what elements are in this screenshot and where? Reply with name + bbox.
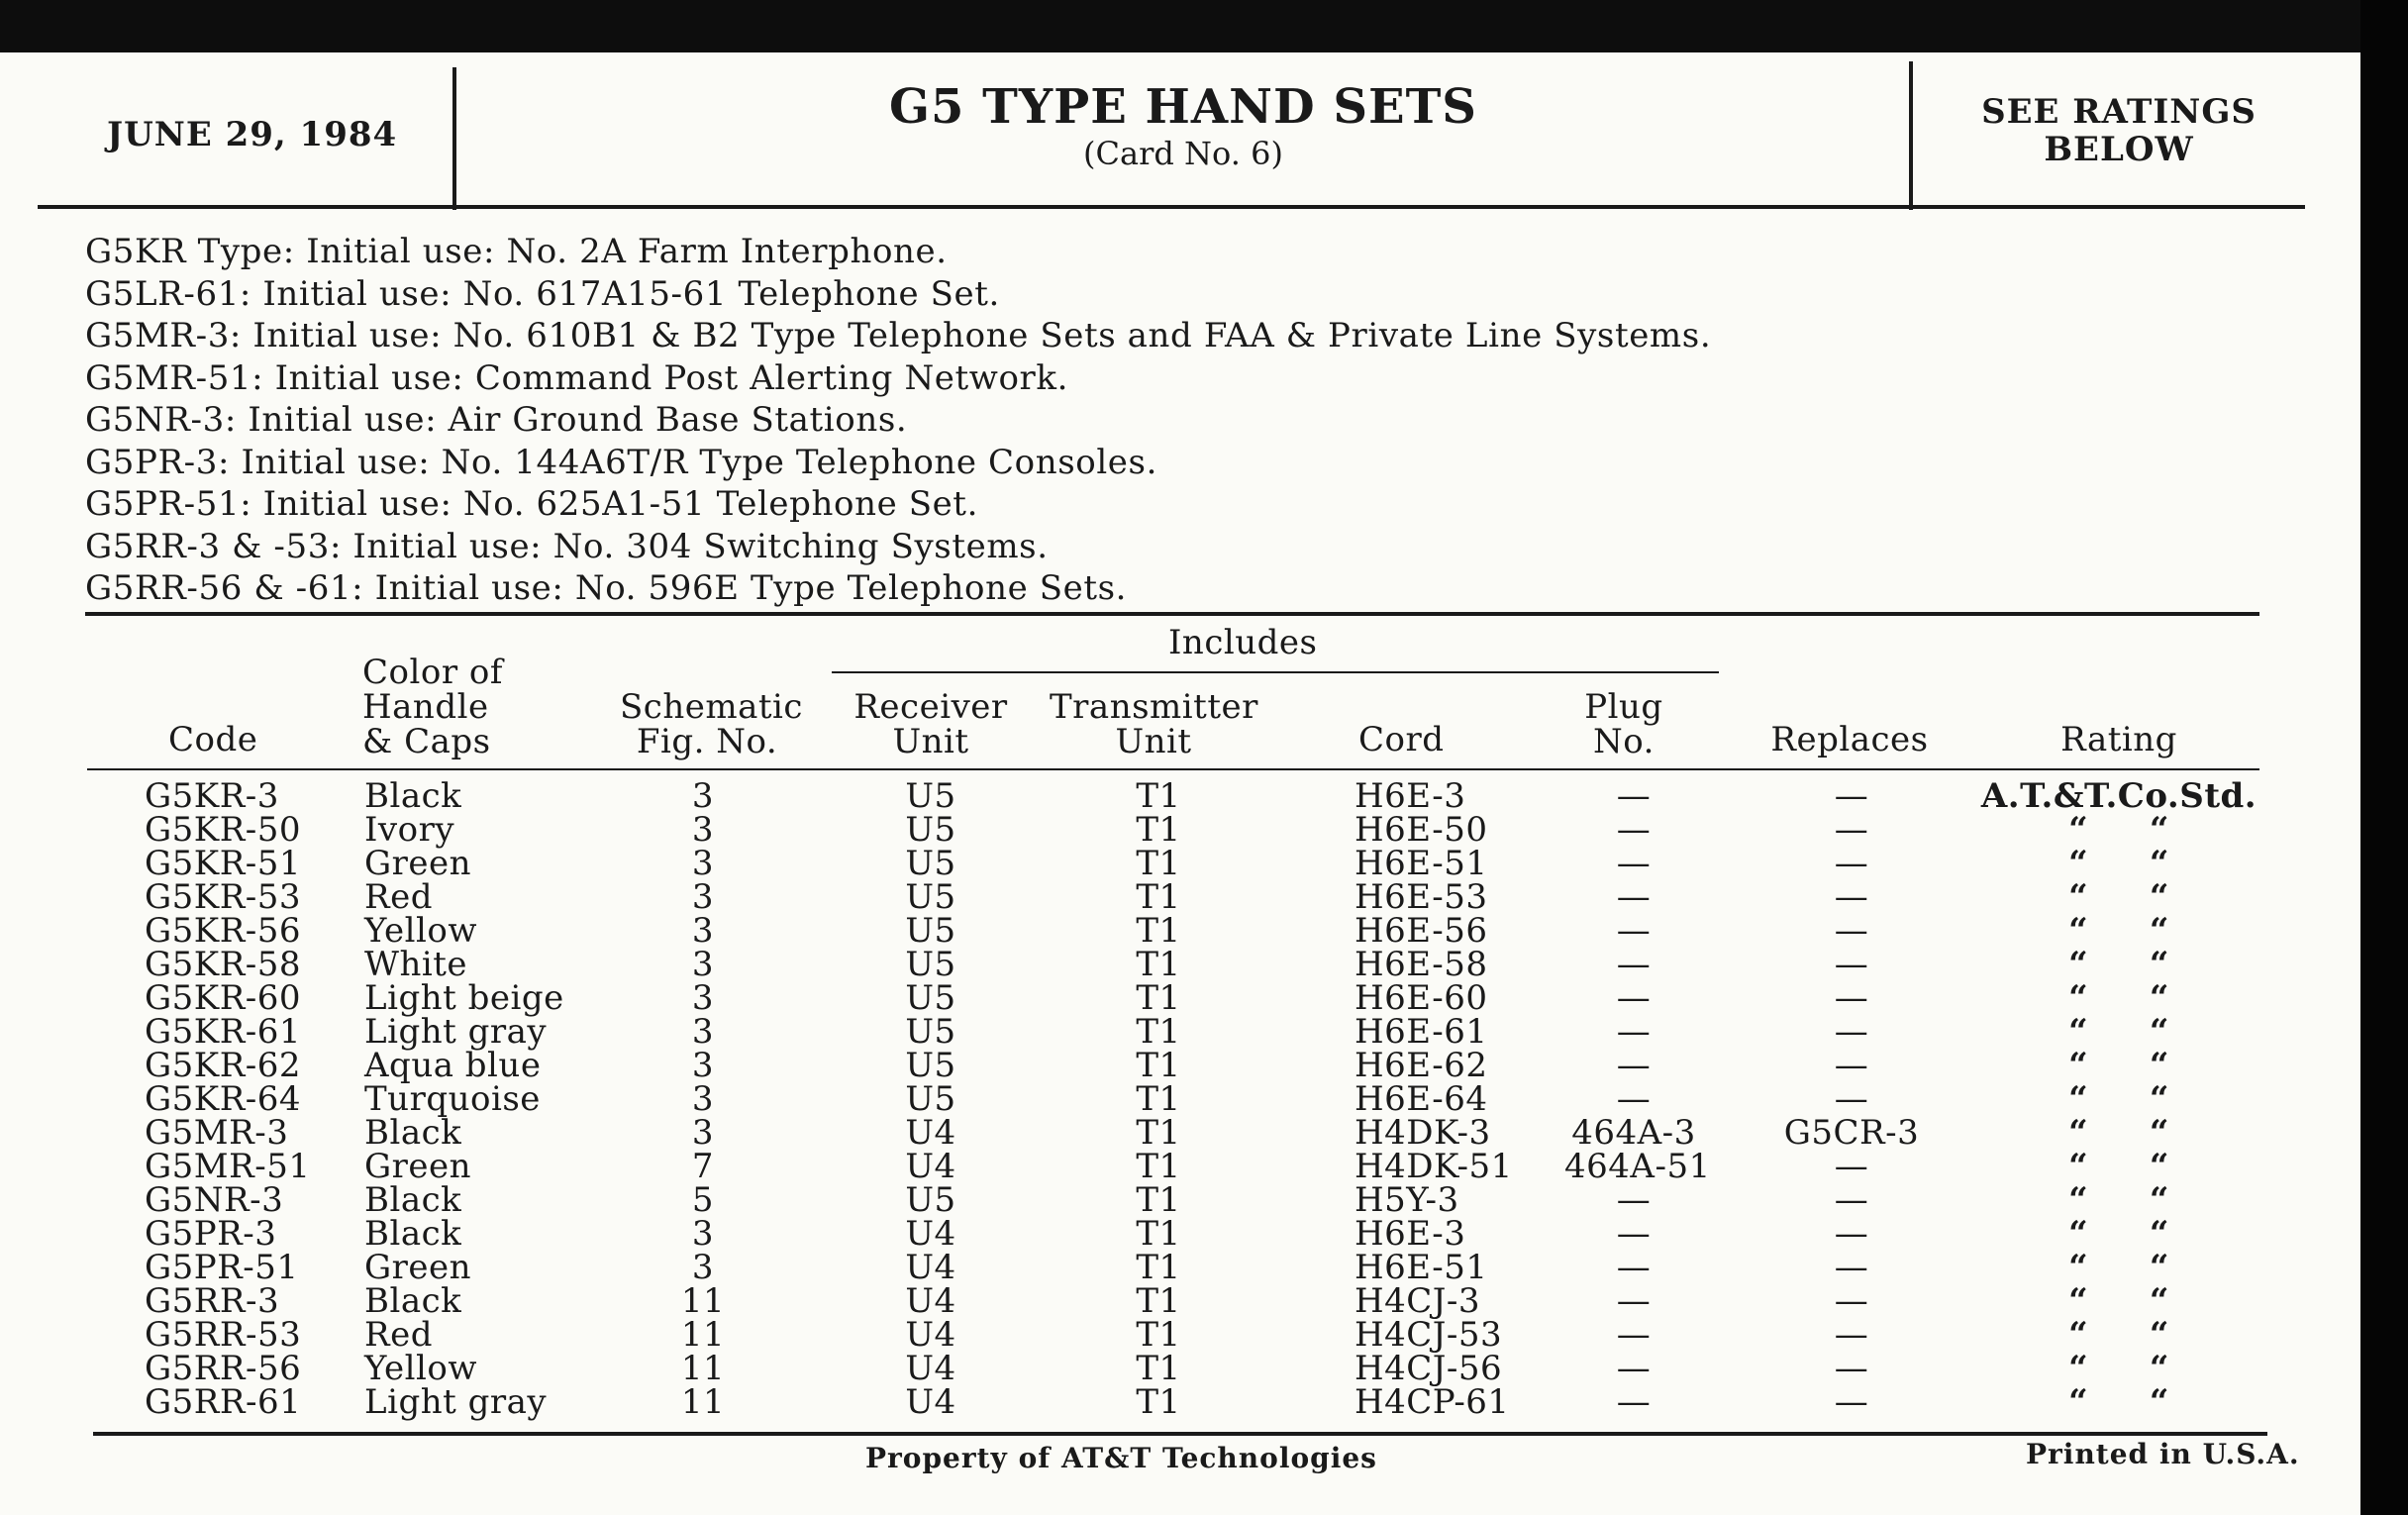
header-plug-line1: Plug xyxy=(1584,687,1663,727)
cell-cord: H6E-60 xyxy=(1354,978,1488,1018)
cell-code: G5PR-51 xyxy=(145,1248,299,1287)
table-row xyxy=(0,978,2360,1018)
cell-color: Light beige xyxy=(364,978,564,1018)
cell-plug: — xyxy=(1616,844,1652,883)
cell-fig: 3 xyxy=(691,1248,715,1287)
cell-plug: — xyxy=(1616,945,1652,984)
cell-receiver: U4 xyxy=(905,1113,956,1153)
header-fig-line2: Fig. No. xyxy=(636,722,778,761)
cell-color: Black xyxy=(364,776,462,816)
cell-color: Red xyxy=(364,877,433,917)
cell-cord: H6E-3 xyxy=(1354,1214,1466,1254)
cell-fig: 11 xyxy=(680,1349,726,1388)
table-row xyxy=(0,945,2360,984)
cell-cord: H6E-51 xyxy=(1354,844,1488,883)
cell-plug: — xyxy=(1616,810,1652,850)
header-cord: Cord xyxy=(1358,720,1445,759)
card-date: JUNE 29, 1984 xyxy=(107,115,398,154)
table-row xyxy=(0,776,2360,816)
cell-fig: 3 xyxy=(691,978,715,1018)
cell-receiver: U4 xyxy=(905,1147,956,1186)
cell-code: G5MR-51 xyxy=(145,1147,311,1186)
scan-top-border xyxy=(0,0,2408,52)
cell-plug: 464A-51 xyxy=(1564,1147,1711,1186)
includes-rule xyxy=(832,671,1719,673)
cell-receiver: U5 xyxy=(905,1012,956,1052)
table-row xyxy=(0,1180,2360,1220)
cell-color: Green xyxy=(364,1147,472,1186)
cell-color: Black xyxy=(364,1214,462,1254)
cell-replaces: — xyxy=(1834,911,1869,951)
table-row xyxy=(0,844,2360,883)
cell-rating: “ “ xyxy=(2068,1046,2169,1085)
cell-replaces: — xyxy=(1834,776,1869,816)
cell-cord: H4DK-51 xyxy=(1354,1147,1513,1186)
cell-plug: — xyxy=(1616,1012,1652,1052)
cell-code: G5KR-3 xyxy=(145,776,279,816)
cell-code: G5KR-61 xyxy=(145,1012,302,1052)
cell-rating: A.T.&T.Co.Std. xyxy=(1980,776,2258,816)
cell-cord: H6E-51 xyxy=(1354,1248,1488,1287)
cell-cord: H4CJ-3 xyxy=(1354,1281,1481,1321)
cell-code: G5KR-50 xyxy=(145,810,302,850)
cell-plug: 464A-3 xyxy=(1571,1113,1696,1153)
cell-fig: 3 xyxy=(691,1113,715,1153)
cell-cord: H4CJ-56 xyxy=(1354,1349,1503,1388)
header-divider-right xyxy=(1909,61,1913,210)
cell-transmitter: T1 xyxy=(1136,1180,1181,1220)
cell-rating: “ “ xyxy=(2068,877,2169,917)
ratings-note-line2: BELOW xyxy=(2044,130,2194,169)
cell-transmitter: T1 xyxy=(1136,1079,1181,1119)
cell-code: G5RR-53 xyxy=(145,1315,302,1355)
cell-fig: 3 xyxy=(691,911,715,951)
cell-replaces: — xyxy=(1834,1012,1869,1052)
cell-cord: H6E-3 xyxy=(1354,776,1466,816)
scan-right-border xyxy=(2360,0,2408,1515)
ratings-note xyxy=(1921,93,2317,168)
cell-transmitter: T1 xyxy=(1136,776,1181,816)
cell-rating: “ “ xyxy=(2068,1113,2169,1153)
table-row xyxy=(0,1349,2360,1388)
cell-fig: 7 xyxy=(691,1147,715,1186)
cell-rating: “ “ xyxy=(2068,911,2169,951)
cell-receiver: U5 xyxy=(905,945,956,984)
table-row xyxy=(0,877,2360,917)
cell-color: Ivory xyxy=(364,810,455,850)
cell-transmitter: T1 xyxy=(1136,1349,1181,1388)
header-transmitter xyxy=(1050,687,1258,761)
cell-replaces: — xyxy=(1834,1147,1869,1186)
initial-use-line: G5RR-56 & -61: Initial use: No. 596E Type Telephone Sets. xyxy=(85,568,1128,608)
cell-rating: “ “ xyxy=(2068,1248,2169,1287)
cell-code: G5MR-3 xyxy=(145,1113,289,1153)
table-row xyxy=(0,911,2360,951)
header-fig-line1: Schematic xyxy=(620,687,803,727)
cell-rating: “ “ xyxy=(2068,1079,2169,1119)
header-color-line3: & Caps xyxy=(362,722,491,761)
cell-receiver: U4 xyxy=(905,1281,956,1321)
initial-use-line: G5LR-61: Initial use: No. 617A15-61 Telephone Set. xyxy=(85,273,1000,314)
cell-plug: — xyxy=(1616,1214,1652,1254)
cell-replaces: — xyxy=(1834,1349,1869,1388)
cell-plug: — xyxy=(1616,978,1652,1018)
cell-receiver: U5 xyxy=(905,844,956,883)
cell-transmitter: T1 xyxy=(1136,1113,1181,1153)
cell-fig: 3 xyxy=(691,1012,715,1052)
cell-color: White xyxy=(364,945,468,984)
cell-cord: H6E-61 xyxy=(1354,1012,1488,1052)
cell-cord: H4CJ-53 xyxy=(1354,1315,1503,1355)
initial-use-line: G5MR-51: Initial use: Command Post Alerting Network. xyxy=(85,357,1069,398)
table-row xyxy=(0,1046,2360,1085)
table-row xyxy=(0,1079,2360,1119)
cell-transmitter: T1 xyxy=(1136,911,1181,951)
cell-color: Aqua blue xyxy=(364,1046,542,1085)
cell-fig: 5 xyxy=(691,1180,715,1220)
table-row xyxy=(0,1147,2360,1186)
cell-rating: “ “ xyxy=(2068,1281,2169,1321)
cell-code: G5PR-3 xyxy=(145,1214,277,1254)
header-transmitter-line2: Unit xyxy=(1115,722,1192,761)
header-transmitter-line1: Transmitter xyxy=(1050,687,1258,727)
cell-color: Red xyxy=(364,1315,433,1355)
cell-receiver: U4 xyxy=(905,1214,956,1254)
header-receiver xyxy=(852,687,1010,761)
cell-fig: 3 xyxy=(691,776,715,816)
header-fig xyxy=(620,687,803,761)
cell-transmitter: T1 xyxy=(1136,1315,1181,1355)
cell-plug: — xyxy=(1616,776,1652,816)
cell-rating: “ “ xyxy=(2068,978,2169,1018)
cell-replaces: — xyxy=(1834,1281,1869,1321)
cell-color: Turquoise xyxy=(364,1079,541,1119)
cell-replaces: — xyxy=(1834,1046,1869,1085)
card-title: G5 TYPE HAND SETS xyxy=(889,79,1477,135)
cell-transmitter: T1 xyxy=(1136,945,1181,984)
cell-replaces: — xyxy=(1834,1079,1869,1119)
cell-rating: “ “ xyxy=(2068,1147,2169,1186)
uses-rule xyxy=(85,612,2259,616)
cell-plug: — xyxy=(1616,1180,1652,1220)
cell-plug: — xyxy=(1616,1046,1652,1085)
header-color-line2: Handle xyxy=(362,687,489,727)
cell-fig: 3 xyxy=(691,1079,715,1119)
includes-group-header: Includes xyxy=(1168,623,1318,662)
table-row xyxy=(0,810,2360,850)
card-subtitle: (Card No. 6) xyxy=(1083,135,1283,172)
cell-color: Light gray xyxy=(364,1382,548,1422)
cell-fig: 3 xyxy=(691,877,715,917)
cell-code: G5NR-3 xyxy=(145,1180,284,1220)
cell-color: Yellow xyxy=(364,1349,477,1388)
cell-receiver: U5 xyxy=(905,877,956,917)
cell-rating: “ “ xyxy=(2068,1382,2169,1422)
cell-plug: — xyxy=(1616,1349,1652,1388)
header-color xyxy=(362,653,503,761)
cell-transmitter: T1 xyxy=(1136,844,1181,883)
cell-replaces: — xyxy=(1834,877,1869,917)
cell-rating: “ “ xyxy=(2068,1012,2169,1052)
cell-fig: 11 xyxy=(680,1281,726,1321)
cell-receiver: U5 xyxy=(905,1079,956,1119)
cell-rating: “ “ xyxy=(2068,810,2169,850)
cell-fig: 3 xyxy=(691,844,715,883)
cell-cord: H4CP-61 xyxy=(1354,1382,1510,1422)
cell-plug: — xyxy=(1616,1079,1652,1119)
cell-rating: “ “ xyxy=(2068,1349,2169,1388)
cell-code: G5RR-56 xyxy=(145,1349,302,1388)
cell-plug: — xyxy=(1616,1281,1652,1321)
initial-use-line: G5RR-3 & -53: Initial use: No. 304 Switching Systems. xyxy=(85,526,1049,566)
cell-code: G5KR-62 xyxy=(145,1046,302,1085)
cell-replaces: — xyxy=(1834,1248,1869,1287)
cell-transmitter: T1 xyxy=(1136,877,1181,917)
cell-color: Yellow xyxy=(364,911,477,951)
cell-rating: “ “ xyxy=(2068,1315,2169,1355)
cell-fig: 3 xyxy=(691,945,715,984)
cell-replaces: — xyxy=(1834,1382,1869,1422)
cell-cord: H6E-50 xyxy=(1354,810,1488,850)
cell-transmitter: T1 xyxy=(1136,978,1181,1018)
table-row xyxy=(0,1248,2360,1287)
initial-use-line: G5KR Type: Initial use: No. 2A Farm Interphone. xyxy=(85,232,948,271)
cell-cord: H6E-62 xyxy=(1354,1046,1488,1085)
header-replaces: Replaces xyxy=(1770,720,1929,759)
initial-use-line: G5PR-51: Initial use: No. 625A1-51 Telephone Set. xyxy=(85,484,978,524)
cell-receiver: U4 xyxy=(905,1248,956,1287)
cell-plug: — xyxy=(1616,1248,1652,1287)
cell-cord: H6E-64 xyxy=(1354,1079,1488,1119)
cell-color: Black xyxy=(364,1281,462,1321)
cell-replaces: — xyxy=(1834,1180,1869,1220)
cell-replaces: — xyxy=(1834,1214,1869,1254)
header-plug xyxy=(1584,687,1663,761)
cell-replaces: — xyxy=(1834,945,1869,984)
cell-cord: H6E-53 xyxy=(1354,877,1488,917)
cell-plug: — xyxy=(1616,877,1652,917)
cell-receiver: U5 xyxy=(905,911,956,951)
table-header-rule xyxy=(87,768,2259,770)
table-body xyxy=(0,776,2360,1422)
cell-fig: 3 xyxy=(691,1214,715,1254)
cell-rating: “ “ xyxy=(2068,945,2169,984)
header-receiver-line2: Unit xyxy=(892,722,969,761)
cell-rating: “ “ xyxy=(2068,844,2169,883)
cell-code: G5RR-3 xyxy=(145,1281,280,1321)
cell-cord: H6E-56 xyxy=(1354,911,1488,951)
cell-receiver: U5 xyxy=(905,776,956,816)
cell-cord: H4DK-3 xyxy=(1354,1113,1491,1153)
cell-transmitter: T1 xyxy=(1136,1012,1181,1052)
cell-receiver: U4 xyxy=(905,1349,956,1388)
cell-fig: 3 xyxy=(691,1046,715,1085)
cell-color: Green xyxy=(364,844,472,883)
initial-use-line: G5NR-3: Initial use: Air Ground Base Stations. xyxy=(85,400,908,440)
initial-use-line: G5MR-3: Initial use: No. 610B1 & B2 Type Telephone Sets and FAA & Private Line Systems. xyxy=(85,316,1712,355)
cell-plug: — xyxy=(1616,911,1652,951)
cell-color: Green xyxy=(364,1248,472,1287)
cell-replaces: — xyxy=(1834,810,1869,850)
cell-rating: “ “ xyxy=(2068,1180,2169,1220)
cell-transmitter: T1 xyxy=(1136,1147,1181,1186)
cell-receiver: U5 xyxy=(905,978,956,1018)
table-row xyxy=(0,1012,2360,1052)
cell-color: Black xyxy=(364,1113,462,1153)
footer-property: Property of AT&T Technologies xyxy=(865,1442,1377,1474)
cell-receiver: U5 xyxy=(905,810,956,850)
header-color-line1: Color of xyxy=(362,653,503,692)
cell-color: Black xyxy=(364,1180,462,1220)
cell-replaces: G5CR-3 xyxy=(1783,1113,1920,1153)
table-bottom-rule xyxy=(93,1432,2267,1436)
cell-replaces: — xyxy=(1834,978,1869,1018)
cell-transmitter: T1 xyxy=(1136,1248,1181,1287)
initial-use-line: G5PR-3: Initial use: No. 144A6T/R Type Telephone Consoles. xyxy=(85,442,1157,482)
cell-plug: — xyxy=(1616,1315,1652,1355)
table-row xyxy=(0,1315,2360,1355)
table-row xyxy=(0,1214,2360,1254)
cell-code: G5KR-56 xyxy=(145,911,302,951)
table-row xyxy=(0,1281,2360,1321)
cell-receiver: U4 xyxy=(905,1382,956,1422)
header-rule xyxy=(38,205,2305,209)
table-row xyxy=(0,1113,2360,1153)
ratings-note-line1: SEE RATINGS xyxy=(1981,92,2257,132)
header-receiver-line1: Receiver xyxy=(853,687,1008,727)
cell-transmitter: T1 xyxy=(1136,810,1181,850)
cell-replaces: — xyxy=(1834,1315,1869,1355)
cell-color: Light gray xyxy=(364,1012,548,1052)
cell-receiver: U5 xyxy=(905,1180,956,1220)
cell-transmitter: T1 xyxy=(1136,1382,1181,1422)
cell-code: G5KR-58 xyxy=(145,945,302,984)
cell-plug: — xyxy=(1616,1382,1652,1422)
cell-transmitter: T1 xyxy=(1136,1281,1181,1321)
footer-printed: Printed in U.S.A. xyxy=(2026,1438,2300,1470)
cell-fig: 11 xyxy=(680,1382,726,1422)
header-plug-line2: No. xyxy=(1593,722,1655,761)
cell-code: G5KR-51 xyxy=(145,844,302,883)
cell-fig: 3 xyxy=(691,810,715,850)
cell-fig: 11 xyxy=(680,1315,726,1355)
cell-code: G5KR-53 xyxy=(145,877,302,917)
header-rating: Rating xyxy=(2060,720,2177,759)
table-row xyxy=(0,1382,2360,1422)
cell-code: G5KR-60 xyxy=(145,978,302,1018)
cell-code: G5KR-64 xyxy=(145,1079,302,1119)
cell-replaces: — xyxy=(1834,844,1869,883)
cell-cord: H5Y-3 xyxy=(1354,1180,1459,1220)
cell-cord: H6E-58 xyxy=(1354,945,1488,984)
cell-rating: “ “ xyxy=(2068,1214,2169,1254)
header-code: Code xyxy=(168,720,258,759)
cell-receiver: U4 xyxy=(905,1315,956,1355)
initial-uses-list xyxy=(85,231,1711,610)
cell-transmitter: T1 xyxy=(1136,1214,1181,1254)
cell-receiver: U5 xyxy=(905,1046,956,1085)
cell-code: G5RR-61 xyxy=(145,1382,302,1422)
cell-transmitter: T1 xyxy=(1136,1046,1181,1085)
